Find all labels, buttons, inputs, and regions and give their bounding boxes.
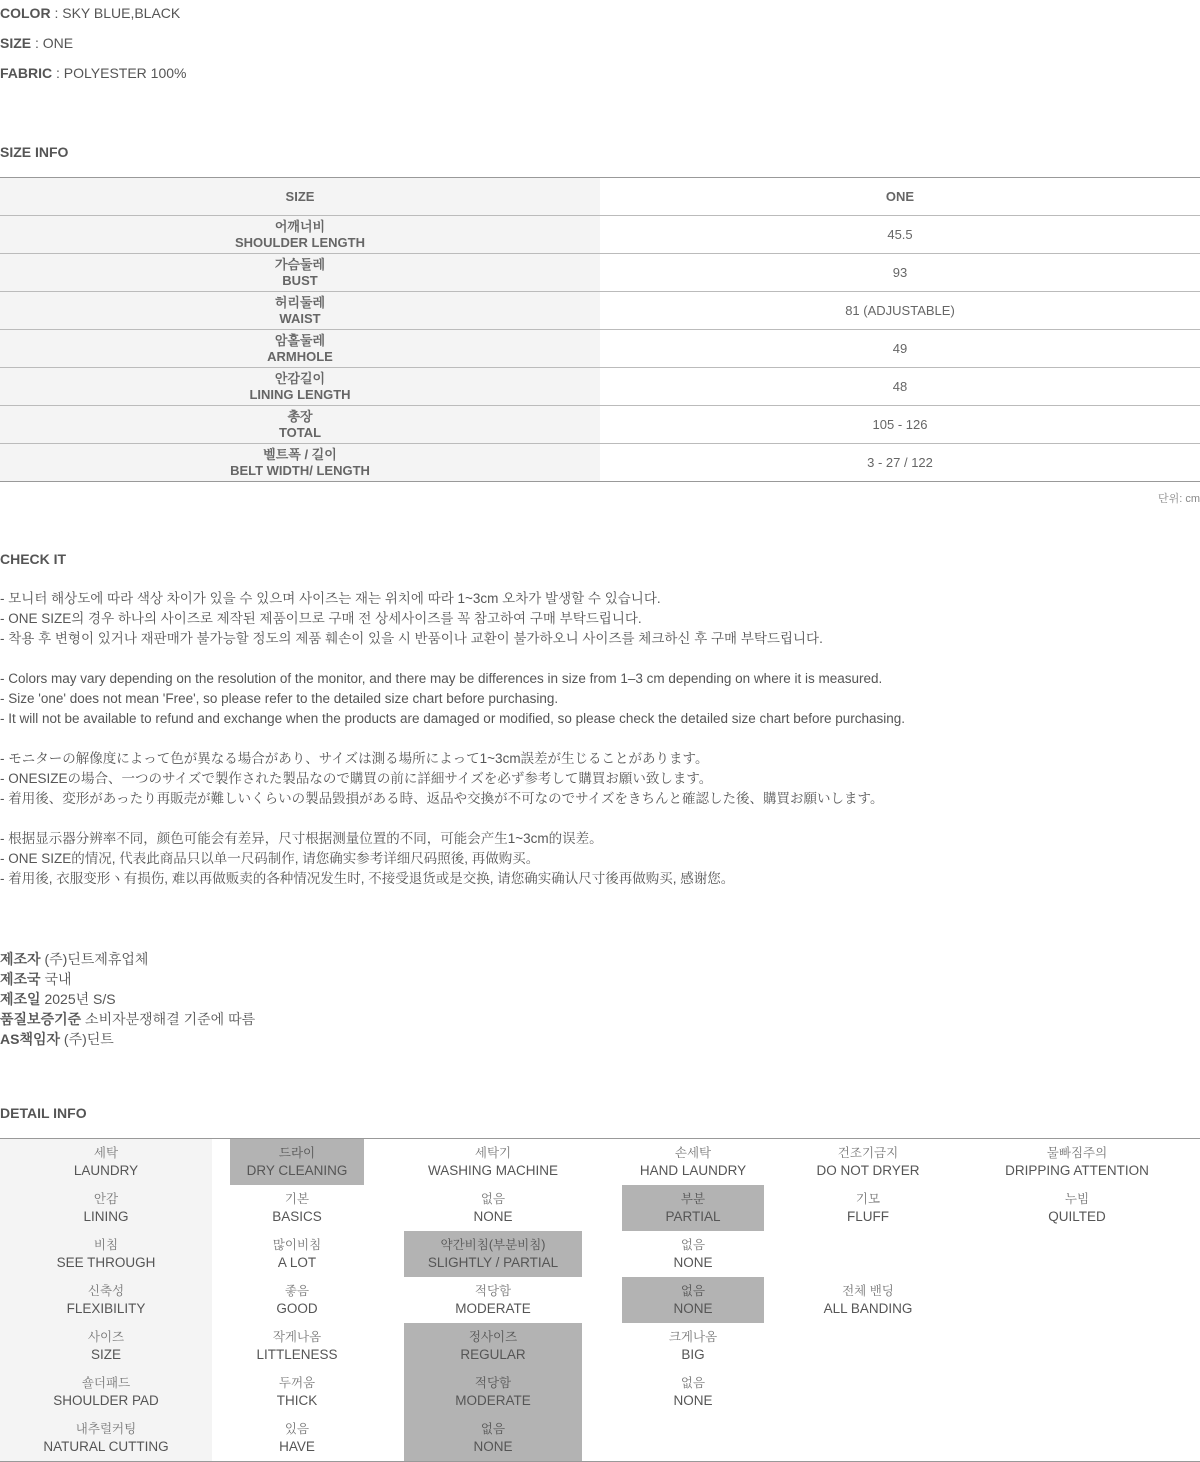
size-row-value: 48	[892, 379, 908, 394]
detail-option	[622, 1139, 764, 1185]
notice-chinese	[0, 829, 734, 889]
label-en: LINING	[83, 1209, 129, 1224]
detail-option	[990, 1185, 1164, 1231]
spec-color	[0, 5, 180, 21]
option-ko: 없음	[680, 1376, 706, 1390]
option-en: NONE	[473, 1439, 513, 1454]
option-ko: 전체 밴딩	[842, 1284, 894, 1298]
notice-line: - 根据显示器分辨率不同，颜色可能会有差异，尺寸根据测量位置的不同，可能会产生1~3cm的误差。	[0, 831, 603, 846]
detail-option	[230, 1369, 364, 1415]
size-row-label	[0, 216, 600, 253]
maker-value: (주)딘트제휴업체	[40, 951, 149, 967]
option-en: BIG	[681, 1347, 705, 1362]
label-ko: 숄더패드	[81, 1376, 131, 1390]
size-row-total	[0, 406, 1200, 444]
spec-color-label: COLOR	[0, 5, 51, 21]
maker-label: 제조국	[0, 971, 41, 987]
notice-line: - モニターの解像度によって色が異なる場合があり、サイズは測る場所によって1~3cm誤差が生じることがあります。	[0, 751, 709, 766]
size-row-belt	[0, 444, 1200, 482]
detail-option-selected	[622, 1185, 764, 1231]
detail-option	[622, 1369, 764, 1415]
detail-row-label	[0, 1323, 212, 1369]
option-ko: 있음	[284, 1422, 310, 1436]
label-en: SHOULDER PAD	[53, 1393, 159, 1408]
detail-row-lining	[0, 1185, 1200, 1231]
maker-line	[0, 949, 255, 969]
maker-label: 제조일	[0, 991, 41, 1007]
size-row-label	[0, 292, 600, 329]
size-row-label	[0, 254, 600, 291]
detail-option	[230, 1185, 364, 1231]
option-en: SLIGHTLY / PARTIAL	[427, 1255, 559, 1270]
detail-option-selected	[404, 1323, 582, 1369]
size-row-label-ko: 허리둘레	[274, 294, 326, 310]
option-en: PARTIAL	[665, 1209, 721, 1224]
size-row-shoulder	[0, 216, 1200, 254]
notice-line: - ONE SIZE的情况, 代表此商品只以单一尺码制作, 请您确实参考详细尺码照後, 再做购买。	[0, 851, 540, 866]
maker-info	[0, 949, 255, 1049]
maker-value: 2025년 S/S	[40, 991, 116, 1007]
detail-option-selected	[404, 1415, 582, 1461]
label-ko: 세탁	[93, 1146, 119, 1160]
maker-line	[0, 989, 255, 1009]
option-ko: 세탁기	[474, 1146, 512, 1160]
size-row-label	[0, 368, 600, 405]
option-en: A LOT	[277, 1255, 317, 1270]
notice-line: - Colors may vary depending on the resolution of the monitor, and there may be differences in size from 1–3 cm depending on where it is measured.	[0, 671, 883, 686]
unit-note: 단위: cm	[1157, 493, 1200, 505]
detail-row-label	[0, 1415, 212, 1461]
option-ko: 많이비침	[272, 1238, 322, 1252]
option-en: DRIPPING ATTENTION	[1005, 1163, 1149, 1178]
option-ko: 작게나옴	[272, 1330, 322, 1344]
option-en: MODERATE	[455, 1301, 531, 1316]
option-en: NONE	[673, 1255, 713, 1270]
detail-option	[622, 1231, 764, 1277]
option-ko: 약간비침(부분비침)	[440, 1238, 546, 1252]
detail-option	[230, 1231, 364, 1277]
notice-line: - It will not be available to refund and exchange when the products are damaged or modified, so please check the detailed size chart before purchasing.	[0, 711, 906, 726]
size-table	[0, 177, 1200, 482]
option-ko: 정사이즈	[468, 1330, 518, 1344]
option-en: HAND LAUNDRY	[639, 1163, 747, 1178]
option-ko: 기본	[284, 1192, 310, 1206]
size-row-label-ko: 벨트폭 / 길이	[263, 446, 337, 462]
spec-fabric	[0, 65, 186, 81]
option-ko: 적당함	[474, 1376, 512, 1390]
spec-size-label: SIZE	[0, 35, 32, 51]
size-row-label-ko: 총장	[287, 408, 313, 424]
notice-japanese	[0, 749, 883, 809]
maker-label: 품질보증기준	[0, 1011, 82, 1027]
option-ko: 없음	[480, 1192, 506, 1206]
option-en: NONE	[673, 1393, 713, 1408]
option-en: HAVE	[279, 1439, 315, 1454]
notice-line: - 착용 후 변형이 있거나 재판매가 불가능할 정도의 제품 훼손이 있을 시 반품이나 교환이 불가하오니 사이즈를 체크하신 후 구매 부탁드립니다.	[0, 631, 823, 646]
size-row-bust	[0, 254, 1200, 292]
detail-row-label	[0, 1185, 212, 1231]
maker-line	[0, 1029, 255, 1049]
size-row-value: 45.5	[887, 227, 913, 242]
size-row-label-en: SHOULDER LENGTH	[235, 234, 365, 250]
option-ko: 드라이	[278, 1146, 316, 1160]
size-table-header	[0, 178, 1200, 216]
detail-option	[404, 1185, 582, 1231]
option-ko: 누빔	[1064, 1192, 1090, 1206]
option-ko: 크게나옴	[668, 1330, 718, 1344]
size-row-label-ko: 어깨너비	[274, 218, 326, 234]
notice-korean	[0, 589, 823, 649]
label-en: LAUNDRY	[73, 1163, 139, 1178]
option-en: FLUFF	[847, 1209, 889, 1224]
notice-line: - Size 'one' does not mean 'Free', so please refer to the detailed size chart before purchasing.	[0, 691, 559, 706]
maker-value: 소비자분쟁해결 기준에 따름	[81, 1011, 256, 1027]
label-en: SIZE	[90, 1347, 121, 1362]
label-en: NATURAL CUTTING	[43, 1439, 169, 1454]
detail-option	[230, 1277, 364, 1323]
detail-table	[0, 1138, 1200, 1462]
maker-line	[0, 969, 255, 989]
size-header-label: SIZE	[0, 178, 600, 215]
option-en: BASICS	[272, 1209, 322, 1224]
option-en: NONE	[473, 1209, 513, 1224]
size-row-value: 81 (ADJUSTABLE)	[845, 303, 955, 318]
detail-row-natural-cutting	[0, 1415, 1200, 1461]
detail-row-see-through	[0, 1231, 1200, 1277]
option-en: QUILTED	[1048, 1209, 1106, 1224]
option-ko: 좋음	[284, 1284, 310, 1298]
option-en: THICK	[276, 1393, 318, 1408]
notice-line: - ONESIZEの場合、一つのサイズで製作された製品なので購買の前に詳細サイズを必ず参考して購買お願い致します。	[0, 771, 713, 786]
detail-row-shoulder-pad	[0, 1369, 1200, 1415]
option-ko: 없음	[480, 1422, 506, 1436]
detail-option-selected	[622, 1277, 764, 1323]
option-ko: 부분	[680, 1192, 706, 1206]
detail-option	[798, 1277, 938, 1323]
label-ko: 안감	[93, 1192, 119, 1206]
size-row-label-en: BUST	[282, 272, 318, 288]
detail-option	[404, 1277, 582, 1323]
size-row-armhole	[0, 330, 1200, 368]
option-ko: 건조기금지	[837, 1146, 899, 1160]
size-row-value: 105 - 126	[872, 417, 928, 432]
size-row-waist	[0, 292, 1200, 330]
size-row-label	[0, 444, 600, 481]
notice-line: - 着用後、変形があったり再販売が難しいくらいの製品毀損がある時、返品や交換が不可なのでサイズをきちんと確認した後、購買お願いします。	[0, 791, 884, 806]
option-en: NONE	[673, 1301, 713, 1316]
size-row-value: 93	[892, 265, 908, 280]
spec-fabric-value: : POLYESTER 100%	[52, 65, 187, 81]
option-ko: 없음	[680, 1238, 706, 1252]
size-row-lining	[0, 368, 1200, 406]
notice-line: - 着用後, 衣服变形ヽ有损伤, 难以再做贩卖的各种情况发生时, 不接受退货或是交换, 请您确实确认尺寸後再做购买, 感谢您。	[0, 871, 735, 886]
detail-row-flexibility	[0, 1277, 1200, 1323]
maker-value: 국내	[40, 971, 72, 987]
detail-option	[622, 1323, 764, 1369]
maker-line	[0, 1009, 255, 1029]
label-ko: 사이즈	[87, 1330, 125, 1344]
detail-row-label	[0, 1277, 212, 1323]
maker-label: 제조자	[0, 951, 41, 967]
notice-line: - ONE SIZE의 경우 하나의 사이즈로 제작된 제품이므로 구매 전 상세사이즈를 꼭 참고하여 구매 부탁드립니다.	[0, 611, 642, 626]
size-row-label-en: ARMHOLE	[267, 348, 333, 364]
option-en: DRY CLEANING	[246, 1163, 348, 1178]
detail-option	[404, 1139, 582, 1185]
spec-size	[0, 35, 73, 51]
detail-option	[990, 1139, 1164, 1185]
size-row-label-en: BELT WIDTH/ LENGTH	[230, 462, 370, 478]
option-en: WASHING MACHINE	[427, 1163, 558, 1178]
option-en: GOOD	[276, 1301, 318, 1316]
size-row-label-en: LINING LENGTH	[249, 386, 351, 402]
size-row-label-en: WAIST	[279, 310, 321, 326]
check-it-title: CHECK IT	[0, 551, 67, 567]
size-row-label-ko: 암홀둘레	[274, 332, 326, 348]
spec-color-value: : SKY BLUE,BLACK	[50, 5, 181, 21]
detail-option	[230, 1323, 364, 1369]
option-en: DO NOT DRYER	[816, 1163, 920, 1178]
size-row-value: 3 - 27 / 122	[867, 455, 933, 470]
notice-line: - 모니터 해상도에 따라 색상 차이가 있을 수 있으며 사이즈는 재는 위치에 따라 1~3cm 오차가 발생할 수 있습니다.	[0, 591, 661, 606]
detail-option	[798, 1139, 938, 1185]
option-ko: 기모	[855, 1192, 881, 1206]
size-info-title: SIZE INFO	[0, 144, 69, 160]
detail-row-label	[0, 1369, 212, 1415]
detail-option	[798, 1185, 938, 1231]
spec-size-value: : ONE	[31, 35, 74, 51]
label-ko: 내추럴커팅	[75, 1422, 137, 1436]
size-row-label	[0, 330, 600, 367]
label-en: FLEXIBILITY	[66, 1301, 146, 1316]
maker-label: AS책임자	[0, 1031, 61, 1047]
spec-fabric-label: FABRIC	[0, 65, 53, 81]
option-ko: 적당함	[474, 1284, 512, 1298]
option-en: ALL BANDING	[823, 1301, 913, 1316]
size-row-label-en: TOTAL	[278, 424, 322, 440]
detail-row-laundry	[0, 1139, 1200, 1185]
detail-option	[230, 1415, 364, 1461]
option-en: LITTLENESS	[256, 1347, 338, 1362]
detail-row-label	[0, 1139, 212, 1185]
size-row-value: 49	[892, 341, 908, 356]
detail-option-selected	[404, 1369, 582, 1415]
size-row-label	[0, 406, 600, 443]
option-ko: 없음	[680, 1284, 706, 1298]
detail-info-title: DETAIL INFO	[0, 1105, 87, 1121]
maker-value: (주)딘트	[60, 1031, 114, 1047]
option-ko: 물빠짐주의	[1046, 1146, 1108, 1160]
detail-option-selected	[404, 1231, 582, 1277]
option-ko: 두꺼움	[278, 1376, 316, 1390]
detail-option-selected	[230, 1139, 364, 1185]
detail-row-size	[0, 1323, 1200, 1369]
notice-english	[0, 669, 905, 729]
detail-row-label	[0, 1231, 212, 1277]
size-row-label-ko: 안감길이	[274, 370, 326, 386]
label-en: SEE THROUGH	[56, 1255, 156, 1270]
option-en: REGULAR	[460, 1347, 526, 1362]
size-header-value: ONE	[885, 189, 915, 204]
label-ko: 신축성	[87, 1284, 125, 1298]
option-ko: 손세탁	[674, 1146, 712, 1160]
label-ko: 비침	[93, 1238, 119, 1252]
size-row-label-ko: 가슴둘레	[274, 256, 326, 272]
option-en: MODERATE	[455, 1393, 531, 1408]
